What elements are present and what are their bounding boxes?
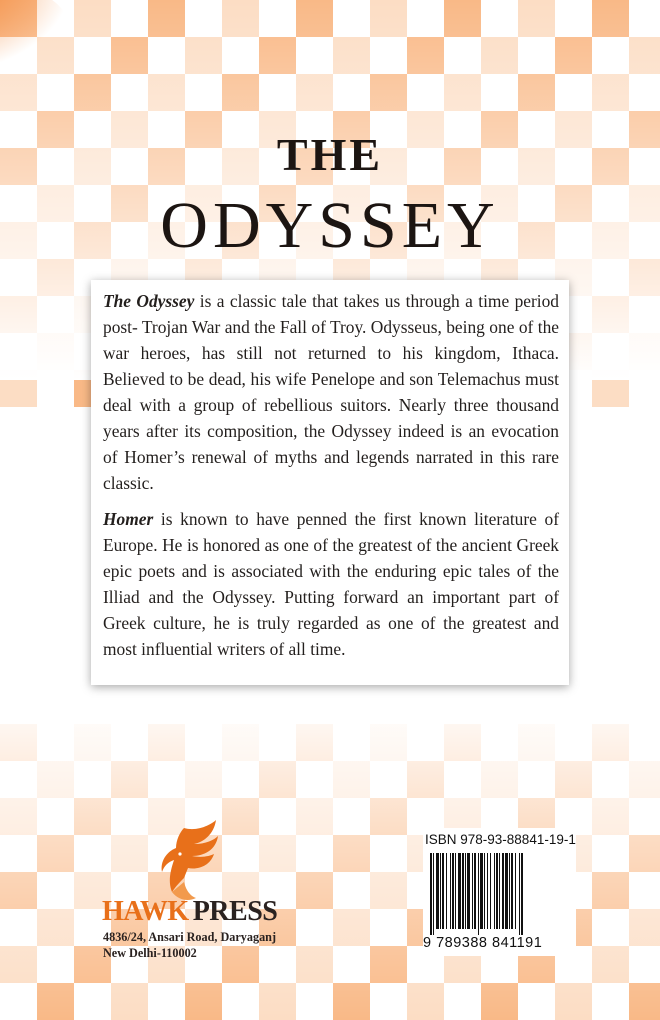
- book-title-odyssey: ODYSSEY: [160, 189, 500, 262]
- author-name-italic: Homer: [103, 509, 154, 529]
- publisher-address-line1: 4836/24, Ansari Road, Daryaganj: [103, 930, 277, 944]
- blurb-paragraph-book: [103, 288, 559, 496]
- isbn-label: ISBN 978-93-88841-19-1: [425, 832, 576, 847]
- book-description: is a classic tale that takes us through a time period post- Trojan War and the Fall of Troy. Odysseus, being one of the war heroes, has still not returned to his kingdom, Ithaca. Believed to be dead, his wife Penelope and son Telemachus must deal with a group of rebellious suitors. Nearly three thousand years after its composition, the Odyssey indeed is an evocation of Homer’s renewal of myths and legends narrated in this rare classic.: [103, 291, 560, 493]
- book-title-italic: The Odyssey: [103, 291, 195, 311]
- publisher-name-press: PRESS: [192, 896, 278, 927]
- publisher-address-line2: New Delhi-110002: [103, 946, 197, 960]
- hawk-logo-icon: [154, 820, 224, 904]
- publisher-logo: [102, 820, 292, 960]
- barcode-number: 9 789388 841191: [423, 935, 543, 951]
- blurb-box: [91, 280, 569, 685]
- publisher-name: [102, 896, 277, 928]
- author-description: is known to have penned the first known literature of Europe. He is honored as one of the greatest of the ancient Greek epic poets and is associated with the enduring epic tales of the Illiad and the Odyssey. Putting forward an important part of Greek culture, he is truly regarded as one of the greatest and most influential writers of all time.: [103, 509, 559, 659]
- barcode-bars: [428, 853, 568, 935]
- book-title-the: THE: [276, 129, 384, 180]
- publisher-name-hawk: HAWK: [102, 896, 189, 927]
- blurb-paragraph-author: [103, 506, 559, 662]
- isbn-barcode: [423, 828, 576, 956]
